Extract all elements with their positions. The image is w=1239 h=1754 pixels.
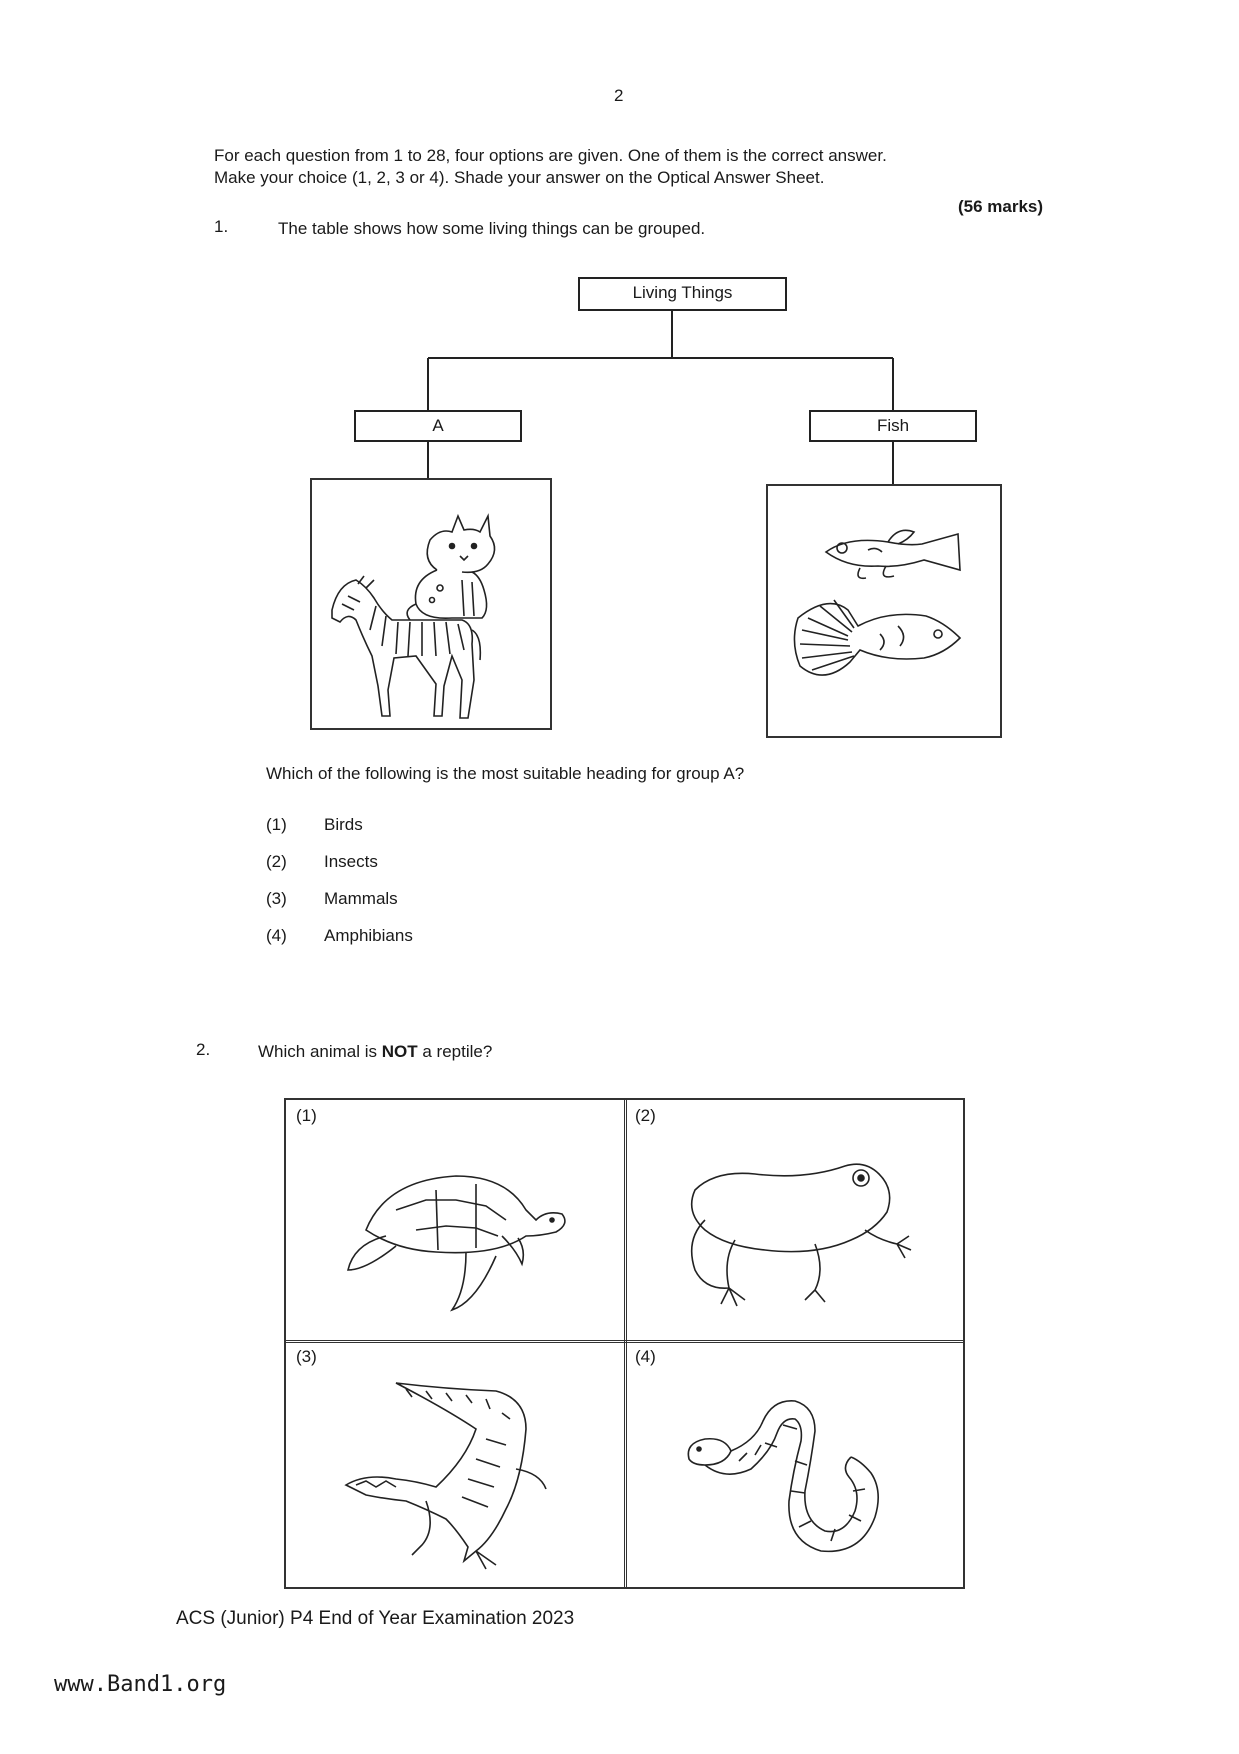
- q2-cell-2: [624, 1098, 965, 1343]
- q1-option-2-text: Insects: [324, 852, 378, 871]
- diagram-root-label: Living Things: [632, 283, 733, 302]
- fish-group-image-frame: [766, 484, 1002, 738]
- fish-illustration-bottom: [794, 600, 960, 675]
- q2-stem: [258, 1042, 492, 1062]
- diagram-group-a: [354, 410, 522, 442]
- q2-stem-not: NOT: [381, 1042, 418, 1061]
- q2-label-3: (3): [296, 1347, 317, 1366]
- q2-label-2: (2): [635, 1106, 656, 1125]
- q1-option-4-number: (4): [266, 926, 287, 945]
- q1-option-2-number: (2): [266, 852, 287, 871]
- watermark-url: www.Band1.org: [54, 1672, 227, 1697]
- page-footer: ACS (Junior) P4 End of Year Examination 2023: [176, 1608, 575, 1629]
- q2-stem-after: a reptile?: [417, 1042, 493, 1061]
- frog-illustration: [665, 1140, 935, 1320]
- q1-stem: The table shows how some living things can be grouped.: [278, 219, 706, 238]
- diagram-root-living-things: [578, 277, 787, 311]
- q1-option-4-text: Amphibians: [324, 926, 413, 945]
- diagram-group-fish: [809, 410, 977, 442]
- turtle-illustration: [326, 1140, 586, 1320]
- diagram-group-a-label: A: [432, 416, 444, 435]
- q2-cell-3: [284, 1340, 627, 1589]
- crocodile-illustration: [326, 1369, 586, 1579]
- group-a-animals-image: [312, 480, 550, 728]
- q1-number: 1.: [214, 217, 229, 236]
- zebra-illustration: [332, 576, 480, 718]
- snake-illustration: [665, 1381, 925, 1571]
- q2-cell-4: [624, 1340, 965, 1589]
- total-marks: (56 marks): [958, 197, 1044, 216]
- instructions-line-2: Make your choice (1, 2, 3 or 4). Shade your answer on the Optical Answer Sheet.: [214, 168, 825, 187]
- instructions-line-1: For each question from 1 to 28, four options are given. One of them is the correct answer.: [214, 146, 887, 165]
- q2-label-1: (1): [296, 1106, 317, 1125]
- fish-illustration-top: [826, 530, 960, 578]
- q1-option-3-text: Mammals: [324, 889, 398, 908]
- q2-label-4: (4): [635, 1347, 656, 1366]
- q1-option-1-number: (1): [266, 815, 287, 834]
- fish-group-image: [768, 486, 1000, 736]
- diagram-group-fish-label: Fish: [876, 416, 910, 435]
- q2-stem-before: Which animal is: [258, 1042, 382, 1061]
- page-number: 2: [614, 86, 624, 105]
- classification-diagram-lines: [0, 0, 1239, 760]
- q2-cell-1: [284, 1098, 627, 1343]
- q1-option-1-text: Birds: [324, 815, 363, 834]
- q1-question: Which of the following is the most suitable heading for group A?: [266, 764, 745, 783]
- q2-number: 2.: [196, 1040, 211, 1059]
- cat-illustration: [407, 516, 494, 620]
- q1-option-3-number: (3): [266, 889, 287, 908]
- q2-option-grid: [284, 1098, 964, 1588]
- group-a-image-frame: [310, 478, 552, 730]
